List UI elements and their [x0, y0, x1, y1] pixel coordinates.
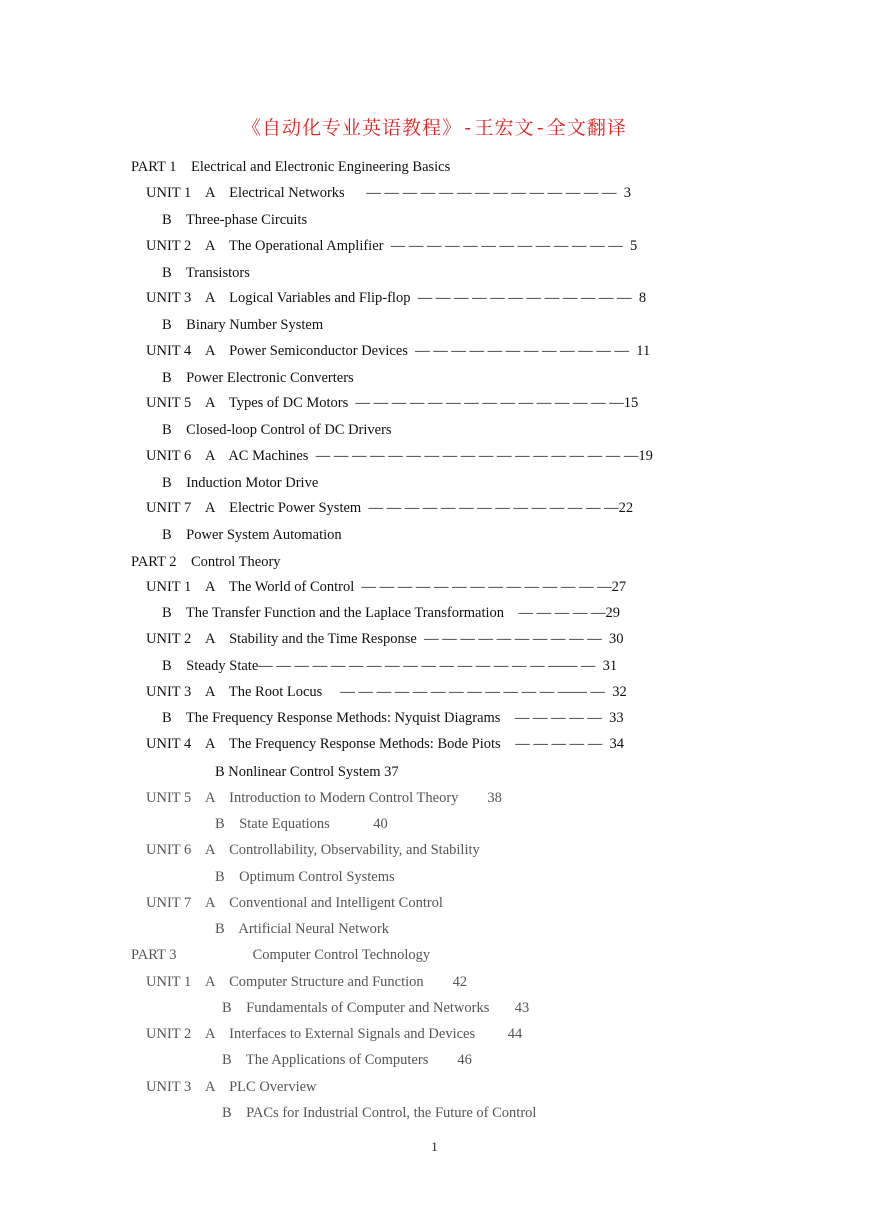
toc-entry: UNIT 4 A Power Semiconductor Devices — — — — — — — — — — — — 11: [146, 343, 651, 359]
toc-entry: UNIT 5 A Introduction to Modern Control Theory 38: [146, 790, 502, 806]
part-heading: PART 3 Computer Control Technology: [131, 947, 431, 963]
toc-subentry: B Nonlinear Control System 37: [215, 764, 399, 780]
toc-entry: UNIT 1 A Electrical Networks — — — — — — — — — — — — — — 3: [146, 185, 632, 201]
toc-subentry: B The Transfer Function and the Laplace Transformation — — — — —29: [162, 605, 621, 621]
toc-subentry: B Steady State— — — — — — — — — — — — — — — — —— — 31: [162, 658, 618, 674]
toc-subentry: B Three-phase Circuits: [162, 212, 308, 228]
toc-entry: UNIT 6 A AC Machines — — — — — — — — — — — — — — — — — —19: [146, 448, 653, 464]
toc-subentry: B The Applications of Computers 46: [222, 1052, 472, 1068]
toc-entry: UNIT 1 A Computer Structure and Function 42: [146, 974, 468, 990]
toc-subentry: B Transistors: [162, 265, 250, 281]
part-heading: PART 1 Electrical and Electronic Engineering Basics: [131, 159, 451, 175]
toc-entry: UNIT 2 A Stability and the Time Response — — — — — — — — — — 30: [146, 631, 624, 647]
toc-entry: UNIT 2 A Interfaces to External Signals and Devices 44: [146, 1026, 523, 1042]
toc-entry: UNIT 2 A The Operational Amplifier — — — — — — — — — — — — — 5: [146, 238, 638, 254]
page-number: 1: [431, 1139, 438, 1154]
toc-subentry: B Induction Motor Drive: [162, 475, 319, 491]
toc-entry: UNIT 4 A The Frequency Response Methods: Bode Piots — — — — — 34: [146, 736, 624, 752]
toc-entry: UNIT 3 A The Root Locus — — — — — — — — — — — — —— — 32: [146, 684, 627, 700]
part-heading: PART 2 Control Theory: [131, 554, 281, 570]
toc-entry: UNIT 3 A PLC Overview: [146, 1079, 317, 1095]
toc-entry: UNIT 3 A Logical Variables and Flip-flop — — — — — — — — — — — — 8: [146, 290, 647, 306]
toc-entry: UNIT 7 A Electric Power System — — — — — — — — — — — — — —22: [146, 500, 634, 516]
toc-subentry: B State Equations 40: [215, 816, 388, 832]
document-title: 《自动化专业英语教程》-王宏文-全文翻译: [242, 117, 627, 139]
toc-subentry: B Artificial Neural Network: [215, 921, 389, 937]
toc-subentry: B Fundamentals of Computer and Networks 43: [222, 1000, 530, 1016]
toc-subentry: B Binary Number System: [162, 317, 324, 333]
toc-entry: UNIT 1 A The World of Control — — — — — — — — — — — — — —27: [146, 579, 627, 595]
toc-subentry: B Optimum Control Systems: [215, 869, 395, 885]
toc-subentry: B Power System Automation: [162, 527, 342, 543]
toc-subentry: B PACs for Industrial Control, the Future of Control: [222, 1105, 537, 1121]
toc-subentry: B The Frequency Response Methods: Nyquist Diagrams — — — — — 33: [162, 710, 624, 726]
toc-entry: UNIT 5 A Types of DC Motors — — — — — — — — — — — — — — —15: [146, 395, 639, 411]
toc-entry: UNIT 6 A Controllability, Observability, and Stability: [146, 842, 480, 858]
toc-entry: UNIT 7 A Conventional and Intelligent Control: [146, 895, 443, 911]
toc-subentry: B Closed-loop Control of DC Drivers: [162, 422, 392, 438]
toc-subentry: B Power Electronic Converters: [162, 370, 354, 386]
